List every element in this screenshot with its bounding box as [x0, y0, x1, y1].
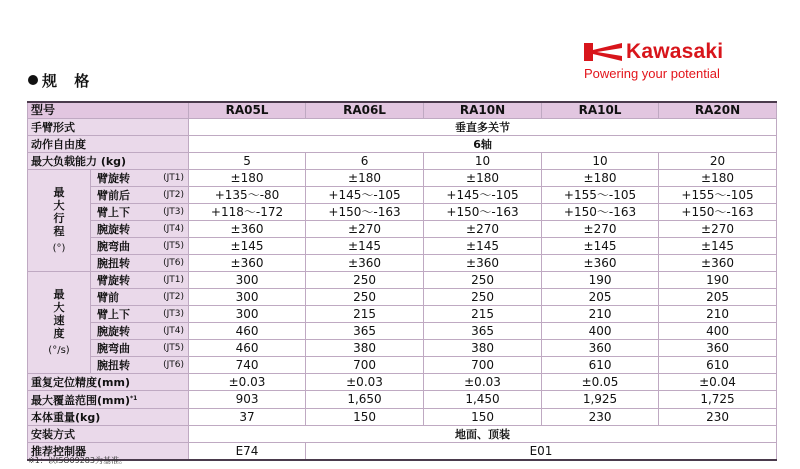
value-cell: 380 [306, 340, 424, 357]
joint-id: (JT3) [163, 206, 185, 217]
value-cell: +135～-80 [189, 187, 306, 204]
table-row [28, 391, 777, 409]
joint-label [91, 255, 189, 272]
value-cell: +145～-105 [306, 187, 424, 204]
table-row [28, 221, 777, 238]
value-cell: ±270 [306, 221, 424, 238]
value-cell: ±360 [189, 255, 306, 272]
value-cell: +150～-163 [542, 204, 659, 221]
joint-label [91, 187, 189, 204]
value-cell: 740 [189, 357, 306, 374]
value-cell: 365 [306, 323, 424, 340]
value-cell: +155～-105 [659, 187, 777, 204]
value-cell: 6 [306, 153, 424, 170]
value-cell: 700 [424, 357, 542, 374]
merged-value: E01 [306, 443, 777, 461]
table-row [28, 289, 777, 306]
joint-name: 臂旋转 [97, 171, 130, 185]
value-cell: 400 [542, 323, 659, 340]
value-cell: ±360 [189, 221, 306, 238]
joint-id: (JT6) [163, 359, 185, 370]
joint-name: 臂前后 [97, 188, 130, 202]
value-cell: ±145 [189, 238, 306, 255]
value-cell: ±0.03 [306, 374, 424, 391]
row-label: 本体重量(kg) [28, 409, 189, 426]
value-cell: ±180 [424, 170, 542, 187]
value-cell: 380 [424, 340, 542, 357]
value-cell: 700 [306, 357, 424, 374]
header-model: RA06L [306, 102, 424, 119]
merged-value: 垂直多关节 [189, 119, 777, 136]
value-cell: 5 [189, 153, 306, 170]
value-cell: 37 [189, 409, 306, 426]
joint-label [91, 323, 189, 340]
value-cell: ±145 [659, 238, 777, 255]
value-cell: ±360 [306, 255, 424, 272]
joint-label [91, 221, 189, 238]
joint-label [91, 170, 189, 187]
header-model: RA05L [189, 102, 306, 119]
header-model: RA10N [424, 102, 542, 119]
value-cell: 205 [542, 289, 659, 306]
value-cell: ±270 [542, 221, 659, 238]
row-label: 最大覆盖范围(mm)$^{*1}$ [28, 391, 189, 409]
value-cell: ±145 [306, 238, 424, 255]
value-cell: +150～-163 [659, 204, 777, 221]
joint-name: 腕弯曲 [97, 239, 130, 253]
value-cell: 610 [659, 357, 777, 374]
value-cell: +118～-172 [189, 204, 306, 221]
table-row [28, 204, 777, 221]
value-cell: 1,925 [542, 391, 659, 409]
table-row [28, 170, 777, 187]
value-cell: 1,450 [424, 391, 542, 409]
value-cell: 300 [189, 289, 306, 306]
value-cell: +155～-105 [542, 187, 659, 204]
value-cell: ±180 [189, 170, 306, 187]
value-cell: ±0.03 [424, 374, 542, 391]
value-cell: +150～-163 [424, 204, 542, 221]
value-cell: 360 [659, 340, 777, 357]
joint-label [91, 238, 189, 255]
merged-value: 地面、顶装 [189, 426, 777, 443]
value-cell: ±145 [424, 238, 542, 255]
table-row [28, 187, 777, 204]
kawasaki-river-mark-icon [584, 43, 622, 61]
merged-value: 6轴 [189, 136, 777, 153]
joint-label [91, 357, 189, 374]
value-cell: ±145 [542, 238, 659, 255]
value-cell: 215 [424, 306, 542, 323]
joint-id: (JT1) [163, 172, 185, 183]
value-cell: ±0.04 [659, 374, 777, 391]
value-cell: 210 [542, 306, 659, 323]
value-cell: 250 [424, 272, 542, 289]
value-cell: +150～-163 [306, 204, 424, 221]
value-cell: 300 [189, 306, 306, 323]
value-cell: ±270 [424, 221, 542, 238]
value-cell: 250 [424, 289, 542, 306]
kawasaki-logo [584, 40, 784, 84]
joint-id: (JT6) [163, 257, 185, 268]
table-row [28, 272, 777, 289]
joint-id: (JT1) [163, 274, 185, 285]
joint-id: (JT2) [163, 189, 185, 200]
header-model: RA10L [542, 102, 659, 119]
value-cell: 903 [189, 391, 306, 409]
value-cell: 250 [306, 272, 424, 289]
joint-label [91, 204, 189, 221]
value-cell: ±360 [424, 255, 542, 272]
joint-id: (JT5) [163, 240, 185, 251]
value-cell: ±180 [306, 170, 424, 187]
value-cell: ±180 [659, 170, 777, 187]
value-cell: 190 [542, 272, 659, 289]
value-cell: 360 [542, 340, 659, 357]
joint-name: 腕弯曲 [97, 341, 130, 355]
joint-name: 腕旋转 [97, 324, 130, 338]
joint-label [91, 306, 189, 323]
value-cell: 400 [659, 323, 777, 340]
speed-unit: (°/s) [48, 345, 70, 356]
value-cell: 20 [659, 153, 777, 170]
joint-label [91, 289, 189, 306]
value-cell: 150 [424, 409, 542, 426]
table-row [28, 136, 777, 153]
stroke-unit: (°) [52, 243, 66, 254]
joint-id: (JT3) [163, 308, 185, 319]
header-model: RA20N [659, 102, 777, 119]
value-cell: ±0.05 [542, 374, 659, 391]
value-cell: ±360 [659, 255, 777, 272]
table-row [28, 374, 777, 391]
table-row [28, 119, 777, 136]
row-label: 重复定位精度(mm) [28, 374, 189, 391]
joint-id: (JT4) [163, 325, 185, 336]
value-cell: ±0.03 [189, 374, 306, 391]
value-cell: 460 [189, 340, 306, 357]
value-cell: 10 [542, 153, 659, 170]
value-cell: ±180 [542, 170, 659, 187]
table-header-row [28, 102, 777, 119]
value-cell: 300 [189, 272, 306, 289]
table-row [28, 255, 777, 272]
joint-name: 腕扭转 [97, 358, 130, 372]
row-label: 推荐控制器 [28, 443, 189, 461]
footnote-mark: *1 [129, 395, 138, 402]
row-label: 安装方式 [28, 426, 189, 443]
table-row [28, 426, 777, 443]
row-label: 动作自由度 [28, 136, 189, 153]
joint-id: (JT2) [163, 291, 185, 302]
header-label: 型号 [28, 102, 189, 119]
value-cell: 205 [659, 289, 777, 306]
row-label: 最大负载能力 (kg) [28, 153, 189, 170]
bullet-icon [28, 75, 38, 85]
value-cell: 610 [542, 357, 659, 374]
value-cell: E74 [189, 443, 306, 461]
table-row [28, 340, 777, 357]
section-heading: 规 格 [28, 70, 95, 91]
value-cell: 460 [189, 323, 306, 340]
row-label: 手臂形式 [28, 119, 189, 136]
value-cell: 10 [424, 153, 542, 170]
brand-tagline: Powering your potential [584, 66, 720, 81]
brand-name: Kawasaki [626, 40, 724, 63]
value-cell: 1,725 [659, 391, 777, 409]
joint-id: (JT5) [163, 342, 185, 353]
footnote: ※1：以ISO09283为基准。 [28, 456, 127, 465]
value-cell: 230 [542, 409, 659, 426]
joint-name: 腕扭转 [97, 256, 130, 270]
value-cell: 150 [306, 409, 424, 426]
value-cell: ±270 [659, 221, 777, 238]
spec-table [27, 101, 777, 461]
value-cell: 250 [306, 289, 424, 306]
value-cell: 230 [659, 409, 777, 426]
table-row [28, 306, 777, 323]
table-row [28, 409, 777, 426]
speed-group-label: 最 大 速 度 (°/s) [28, 272, 91, 374]
value-cell: 1,650 [306, 391, 424, 409]
joint-name: 臂上下 [97, 205, 130, 219]
joint-name: 臂旋转 [97, 273, 130, 287]
table-row [28, 443, 777, 461]
value-cell: +145～-105 [424, 187, 542, 204]
joint-label [91, 340, 189, 357]
joint-label [91, 272, 189, 289]
table-row [28, 357, 777, 374]
table-row [28, 323, 777, 340]
value-cell: 210 [659, 306, 777, 323]
table-row [28, 153, 777, 170]
value-cell: ±360 [542, 255, 659, 272]
stroke-group-label: 最 大 行 程 (°) [28, 170, 91, 272]
value-cell: 190 [659, 272, 777, 289]
joint-name: 臂前 [97, 290, 119, 304]
joint-name: 腕旋转 [97, 222, 130, 236]
joint-id: (JT4) [163, 223, 185, 234]
table-row [28, 238, 777, 255]
joint-name: 臂上下 [97, 307, 130, 321]
value-cell: 365 [424, 323, 542, 340]
value-cell: 215 [306, 306, 424, 323]
